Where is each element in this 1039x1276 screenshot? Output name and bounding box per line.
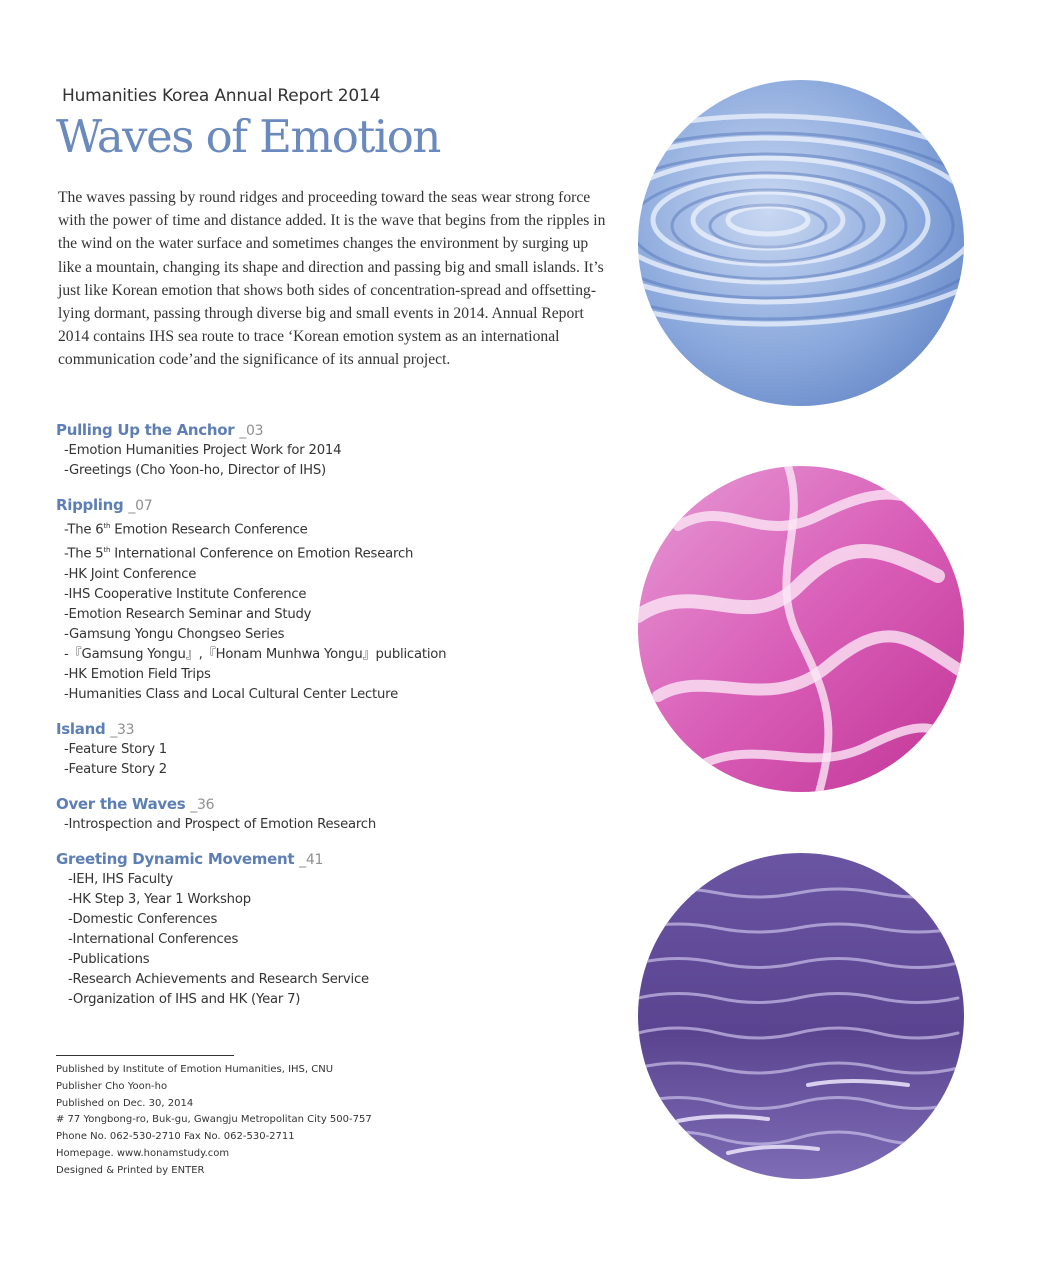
toc-page-number: _07	[128, 498, 153, 514]
toc-item: -『Gamsung Yongu』,『Honam Munhwa Yongu』publication	[64, 646, 447, 662]
colophon-designer: Designed & Printed by ENTER	[56, 1164, 205, 1176]
toc-page-number: _33	[110, 721, 135, 738]
toc-item: -Emotion Research Seminar and Study	[64, 606, 312, 622]
colophon	[56, 1062, 372, 1180]
table-of-contents	[56, 420, 616, 1024]
toc-heading-island[interactable]	[56, 719, 616, 740]
toc-heading-title: Over the Waves	[56, 794, 186, 813]
toc-section-over-the-waves	[56, 794, 616, 835]
subtitle: Humanities Korea Annual Report 2014	[62, 86, 381, 106]
colophon-publisher-institute: Published by Institute of Emotion Humanities, IHS, CNU	[56, 1064, 334, 1075]
toc-item: -International Conferences	[68, 931, 239, 947]
colophon-homepage: Homepage. www.honamstudy.com	[56, 1147, 230, 1159]
toc-heading-rippling[interactable]	[56, 495, 616, 516]
toc-item: -HK Step 3, Year 1 Workshop	[68, 891, 251, 907]
magenta-wave-image	[638, 466, 964, 792]
blue-ripple-graphic	[638, 80, 964, 406]
toc-item: -HK Emotion Field Trips	[64, 666, 211, 682]
colophon-date: Published on Dec. 30, 2014	[56, 1097, 194, 1109]
toc-item: -HK Joint Conference	[64, 566, 197, 582]
colophon-publisher: Publisher Cho Yoon-ho	[56, 1080, 168, 1092]
toc-section-rippling	[56, 495, 616, 705]
toc-item: -Feature Story 2	[64, 761, 168, 777]
toc-item: -Greetings (Cho Yoon-ho, Director of IHS)	[64, 463, 326, 478]
toc-heading-title: Island	[56, 719, 106, 738]
page-title: Waves of Emotion	[56, 110, 440, 163]
purple-sea-graphic	[638, 853, 964, 1179]
toc-item: -Humanities Class and Local Cultural Center Lecture	[64, 686, 399, 702]
toc-item: -Publications	[68, 951, 150, 967]
toc-item: -Gamsung Yongu Chongseo Series	[64, 626, 285, 642]
magenta-wave-graphic	[638, 466, 964, 792]
blue-ripple-image	[638, 80, 964, 406]
toc-heading-anchor[interactable]	[56, 420, 616, 441]
toc-heading-over-the-waves[interactable]	[56, 794, 616, 815]
toc-item: -IEH, IHS Faculty	[68, 871, 173, 887]
toc-page-number: _36	[190, 796, 215, 813]
toc-item: -Feature Story 1	[64, 741, 168, 757]
purple-sea-image	[638, 853, 964, 1179]
toc-section-island	[56, 719, 616, 780]
toc-item: -Emotion Humanities Project Work for 2014	[64, 443, 342, 458]
toc-item: -Domestic Conferences	[68, 911, 218, 927]
colophon-phone-fax: Phone No. 062-530-2710 Fax No. 062-530-2711	[56, 1131, 295, 1143]
intro-paragraph: The waves passing by round ridges and proceeding toward the seas wear strong force with the power of time and distance added. It is the wave that begins from the ripples in the wind on the water surface and sometimes changes the environment by surging up like a mountain, changing its shape and direction and passing big and small islands. It’s just like Korean emotion that shows both sides of concentration-spread and offsetting-lying dormant, passing through diverse big and small events in 2014. Annual Report 2014 contains IHS sea route to trace ‘Korean emotion system as an international communication code’and the significance of its annual project.	[58, 189, 606, 369]
toc-item: -Introspection and Prospect of Emotion Research	[64, 816, 377, 832]
toc-heading-greeting[interactable]	[56, 849, 616, 870]
toc-item: -Organization of IHS and HK (Year 7)	[68, 991, 301, 1007]
toc-section-anchor	[56, 420, 616, 481]
colophon-divider	[56, 1055, 234, 1056]
toc-heading-title: Pulling Up the Anchor	[56, 421, 235, 439]
toc-page-number: _41	[299, 851, 324, 868]
toc-item: -IHS Cooperative Institute Conference	[64, 586, 307, 602]
toc-page-number: _03	[239, 423, 264, 439]
toc-item: -The 5th International Conference on Emotion Research	[64, 546, 414, 562]
toc-item: -The 6th Emotion Research Conference	[64, 522, 308, 538]
toc-heading-title: Greeting Dynamic Movement	[56, 849, 295, 868]
colophon-address: # 77 Yongbong-ro, Buk-gu, Gwangju Metropolitan City 500-757	[56, 1114, 372, 1126]
toc-section-greeting	[56, 849, 616, 1010]
toc-item: -Research Achievements and Research Service	[68, 971, 369, 987]
toc-heading-title: Rippling	[56, 496, 124, 514]
